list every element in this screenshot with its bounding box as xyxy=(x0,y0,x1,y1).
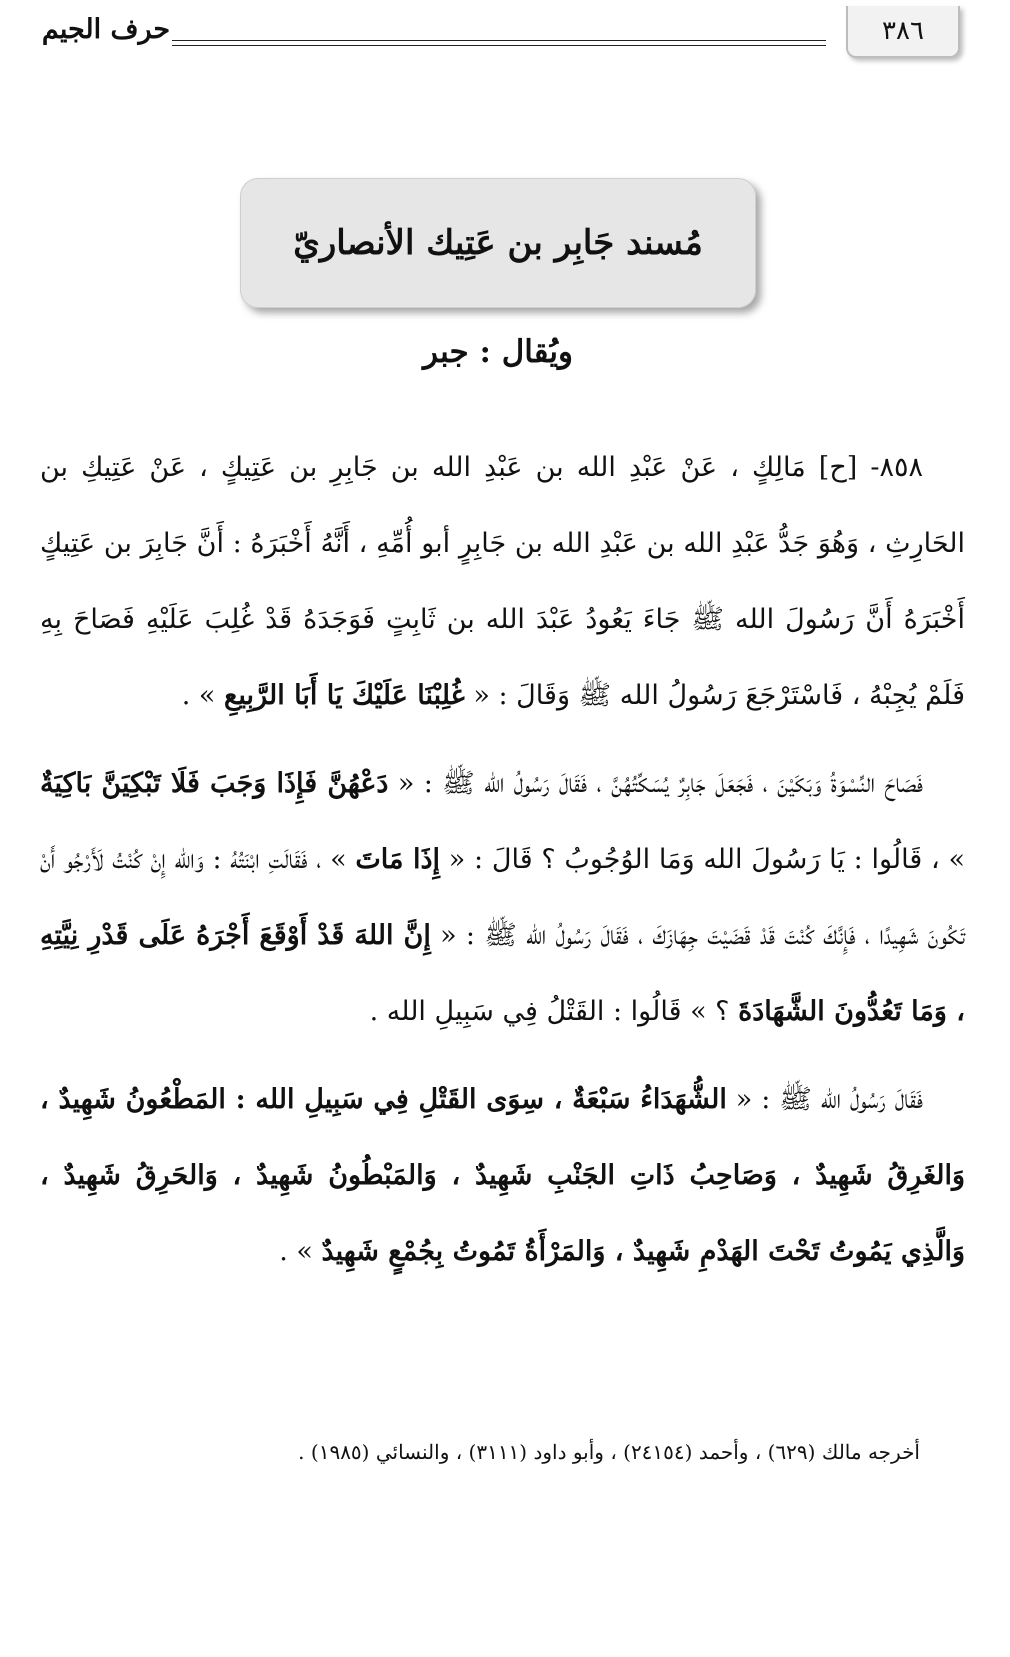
text-run: فَقَالَ رَسُولُ الله ﷺ : « xyxy=(735,1084,923,1115)
page-header xyxy=(0,0,1010,70)
prophetic-speech: دَعْهُنَّ فَإِذَا وَجَبَ فَلَا تَبْكِيَنَّ بَاكِيَةٌ xyxy=(40,768,389,799)
footnote: أخرجه مالك (٦٢٩) ، وأحمد (٢٤١٥٤) ، وأبو داود (٣١١١) ، والنسائي (١٩٨٥) . xyxy=(298,1440,920,1464)
prophetic-speech: إِنَّ اللهَ قَدْ أَوْقَعَ أَجْرَهُ عَلَى قَدْرِ نِيَّتِهِ ، وَمَا تَعُدُّونَ الشَّهَادَةَ xyxy=(40,920,965,1027)
header-rule xyxy=(172,45,826,46)
text-run: » . xyxy=(279,1236,313,1267)
page-number: ٣٨٦ xyxy=(846,6,960,58)
prophetic-speech: الشُّهَدَاءُ سَبْعَةٌ ، سِوَى القَتْلِ فِي سَبِيلِ الله : المَطْعُونُ شَهِيدٌ ، وَالغَرِقُ شَهِيدٌ ، وَصَاحِبُ ذَاتِ الجَنْبِ شَهِيدٌ ، وَالمَبْطُونُ شَهِيدٌ ، وَالحَرِقُ شَهِيدٌ ، وَالَّذِي يَمُوتُ تَحْتَ الهَدْمِ شَهِيدٌ ، وَالمَرْأَةُ تَمُوتُ بِجُمْعٍ شَهِيدٌ xyxy=(40,1084,965,1267)
header-rule xyxy=(172,40,826,41)
paragraph xyxy=(40,1062,965,1290)
text-run: » ، فَقَالَتِ ابْنَتُهُ : وَالله إِنْ كُنْتُ لَأَرْجُو أَنْ تَكُونَ شَهِيدًا ، فَإِنَّكَ كُنْتَ قَدْ قَضَيْتَ جِهَازَكَ ، فَقَالَ رَسُولُ الله ﷺ : « xyxy=(40,844,965,951)
paragraph xyxy=(40,430,965,734)
section-subtitle: ويُقال : جبر xyxy=(423,334,573,370)
prophetic-speech: إِذَا مَاتَ xyxy=(355,844,441,875)
prophetic-speech: غُلِبْنَا عَلَيْكَ يَا أَبَا الرَّبِيعِ xyxy=(224,680,465,711)
text-run: فَصَاحَ النِّسْوَةُ وَبَكَيْنَ ، فَجَعَلَ جَابِرٌ يُسَكِّتُهُنَّ ، فَقَالَ رَسُولُ الله ﷺ : « xyxy=(397,768,923,799)
paragraph xyxy=(40,746,965,1050)
section-title: مُسند جَابِر بن عَتِيك الأنصاريّ xyxy=(293,223,703,263)
running-title: حرف الجيم xyxy=(41,14,171,45)
section-title-box xyxy=(240,178,756,308)
text-run: ٨٥٨- [ح] مَالِكٍ ، عَنْ عَبْدِ الله بن عَبْدِ الله بن جَابِرِ بن عَتِيكٍ ، عَنْ عَتِيكِ بن الحَارِثِ ، وَهُوَ جَدُّ عَبْدِ الله بن عَبْدِ الله بن جَابِرٍ أبو أُمِّهِ ، أَنَّهُ أَخْبَرَهُ : أَنَّ جَابِرَ بن عَتِيكٍ أَخْبَرَهُ أَنَّ رَسُولَ الله ﷺ جَاءَ يَعُودُ عَبْدَ الله بن ثَابِتٍ فَوَجَدَهُ قَدْ غُلِبَ عَلَيْهِ فَصَاحَ بِهِ فَلَمْ يُجِبْهُ ، فَاسْتَرْجَعَ رَسُولُ الله ﷺ وَقَالَ : « xyxy=(40,452,965,711)
text-run: » . xyxy=(181,680,216,711)
text-run: » ، قَالُوا : يَا رَسُولَ الله وَمَا الوُجُوبُ ؟ قَالَ : « xyxy=(448,844,965,875)
text-run: ؟ » قَالُوا : القَتْلُ فِي سَبِيلِ الله . xyxy=(369,996,730,1027)
hadith-text xyxy=(40,430,965,1290)
